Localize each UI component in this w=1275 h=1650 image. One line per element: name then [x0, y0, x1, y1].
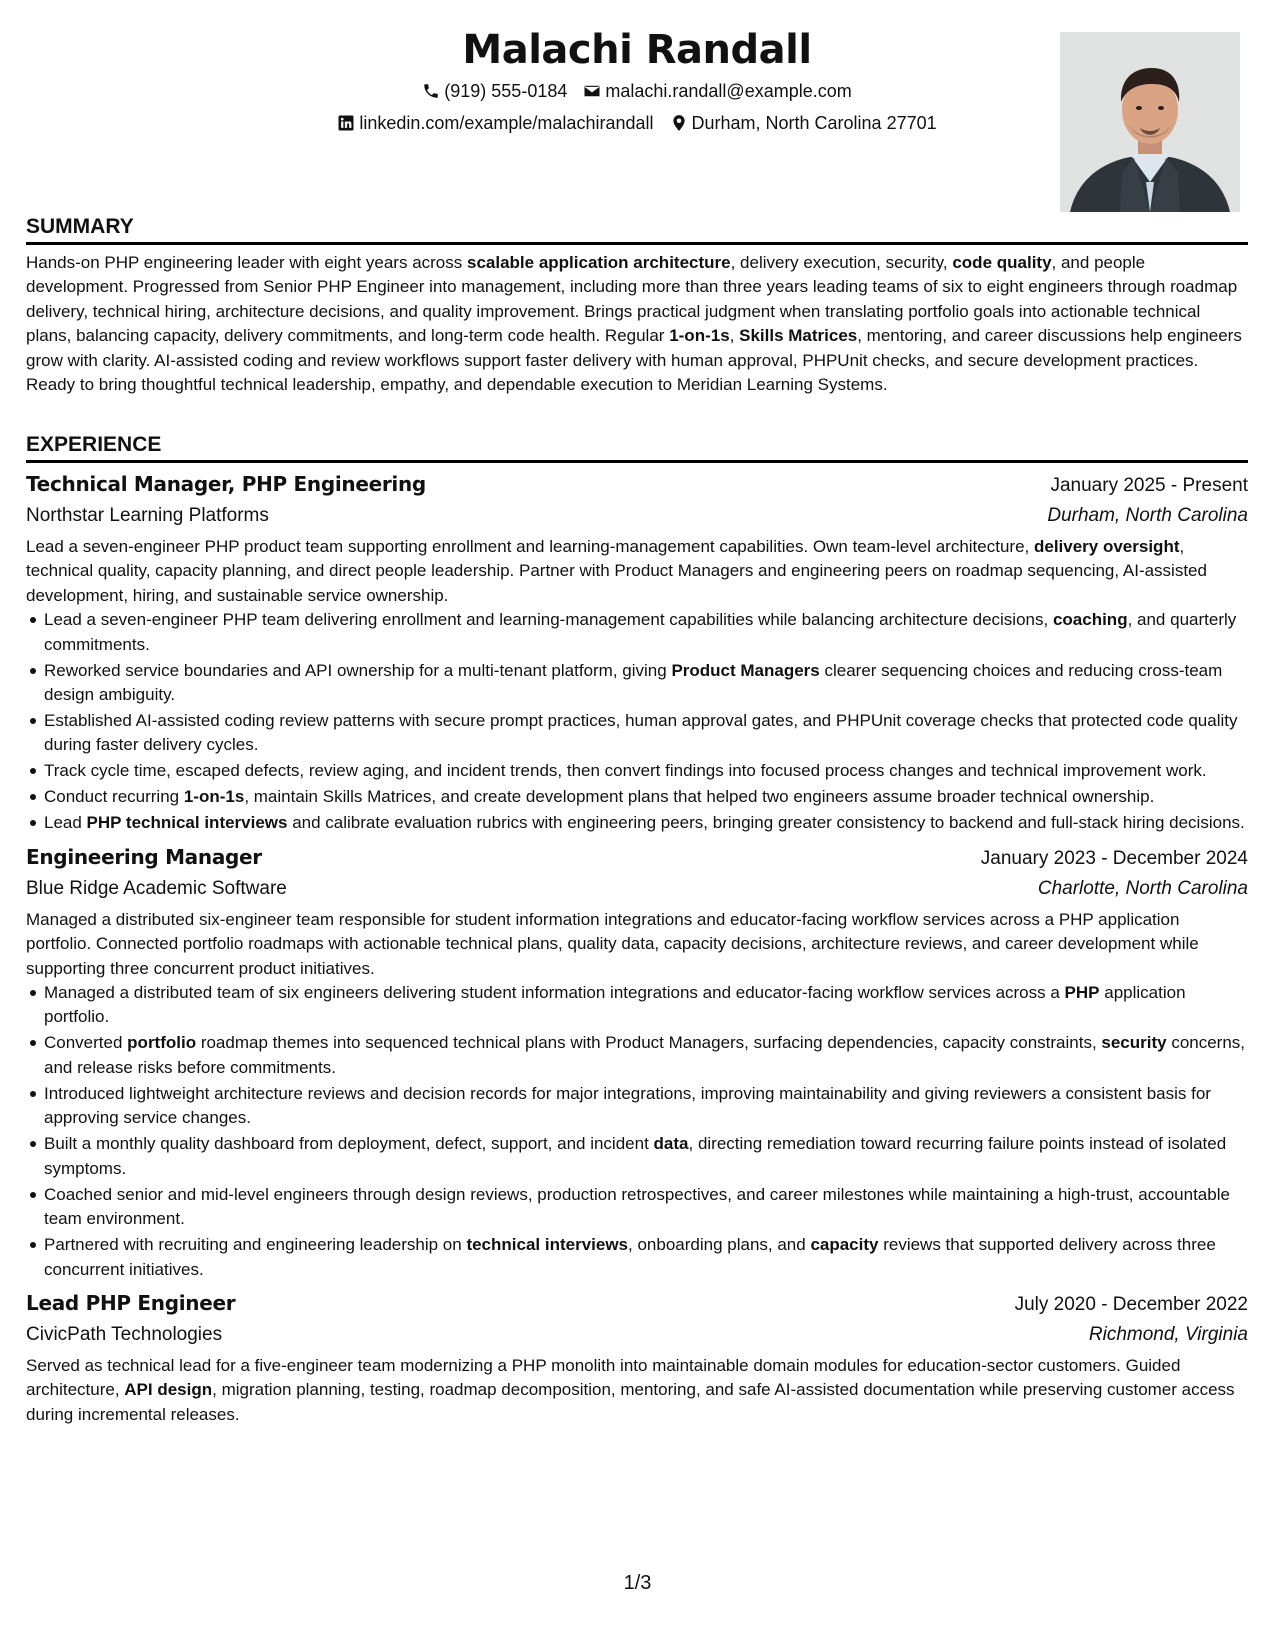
phone-icon: [422, 82, 440, 100]
emphasis-text: 1-on-1s: [183, 787, 245, 807]
body-text: Lead: [44, 813, 87, 833]
summary-section: [26, 214, 1248, 397]
job-title: Technical Manager, PHP Engineering: [26, 472, 426, 496]
emphasis-text: data: [653, 1134, 689, 1154]
bullet-item: [44, 1183, 1248, 1232]
bullet-item: [44, 785, 1248, 809]
linkedin-icon: [337, 114, 355, 132]
body-text: , maintain Skills Matrices, and create development plans that helped two engineers assume broader technical ownership.: [244, 787, 1155, 807]
emphasis-text: capacity: [810, 1235, 879, 1255]
body-text: Track cycle time, escaped defects, review aging, and incident trends, then convert findings into focused process changes and technical improvement work.: [44, 761, 1207, 781]
job-company: Northstar Learning Platforms: [26, 505, 269, 526]
emphasis-text: PHP technical interviews: [86, 813, 288, 833]
profile-photo: [1060, 32, 1240, 212]
body-text: Established AI-assisted coding review patterns with secure prompt practices, human approval gates, and PHPUnit coverage checks that protected code quality during faster delivery cycles.: [44, 711, 1238, 755]
emphasis-text: portfolio: [127, 1033, 197, 1053]
map-pin-icon: [670, 114, 688, 132]
body-text: ,: [729, 326, 740, 346]
body-text: , and people development. Progressed from Senior PHP Engineer into management, including more than three years leading teams of six to eight engineers through roadmap delivery, technical hiring, architecture decisions, and quality improvement. Brings practical judgment when translating portfolio goals into actionable technical plans, balancing capacity, delivery commitments, and long-term code health. Regular: [26, 253, 1238, 346]
job-dates: July 2020 - December 2022: [1014, 1293, 1248, 1315]
experience-section: [26, 432, 1248, 1427]
bullet-item: [44, 1132, 1248, 1181]
body-text: Lead a seven-engineer PHP product team supporting enrollment and learning-management capabilities. Own team-level architecture,: [26, 537, 1034, 556]
linkedin-url: linkedin.com/example/malachirandall: [359, 113, 654, 133]
bullet-item: [44, 1031, 1248, 1080]
resume-header: [26, 22, 1248, 222]
body-text: , technical quality, capacity planning, and direct people leadership. Partner with Product Managers and engineering peers on roadmap sequencing, AI-assisted development, hiring, and sustainable service ownership.: [26, 537, 1207, 605]
emphasis-text: API design: [124, 1380, 213, 1400]
body-text: , directing remediation toward recurring failure points instead of isolated symptoms.: [44, 1134, 1227, 1178]
emphasis-text: scalable application architecture: [467, 253, 731, 272]
job-dates: January 2023 - December 2024: [980, 847, 1248, 869]
body-text: Partnered with recruiting and engineering leadership on: [44, 1235, 467, 1255]
contact-linkedin: [337, 110, 653, 136]
body-text: reviews that supported delivery across three concurrent initiatives.: [44, 1235, 1216, 1279]
summary-paragraph: [26, 251, 1248, 397]
contact-location: [670, 110, 937, 136]
job-description: [26, 908, 1248, 981]
body-text: Served as technical lead for a five-engineer team modernizing a PHP monolith into maintainable domain modules for education-sector customers. Guided architecture,: [26, 1355, 1181, 1400]
job-description: [26, 535, 1248, 608]
job-company: CivicPath Technologies: [26, 1323, 223, 1345]
emphasis-text: coaching: [1052, 610, 1128, 630]
location-text: Durham, North Carolina 27701: [691, 113, 937, 133]
body-text: application portfolio.: [44, 983, 1186, 1027]
emphasis-text: technical interviews: [466, 1235, 629, 1255]
body-text: clearer sequencing choices and reducing cross-team design ambiguity.: [44, 660, 1223, 705]
body-text: Coached senior and mid-level engineers through design reviews, production retrospectives, and career milestones while maintaining a high-trust, accountable team environment.: [44, 1184, 1230, 1229]
body-text: Introduced lightweight architecture reviews and decision records for major integrations, improving maintainability and giving reviewers a consistent basis for approving service changes.: [44, 1083, 1211, 1128]
portrait-image: [1060, 32, 1240, 212]
job-title: Lead PHP Engineer: [26, 1290, 236, 1315]
bullet-item: [44, 608, 1248, 657]
body-text: and calibrate evaluation rubrics with engineering peers, bringing greater consistency to backend and full-stack hiring decisions.: [287, 813, 1245, 833]
job-entry: [26, 469, 1248, 836]
phone-number: (919) 555-0184: [444, 81, 568, 101]
body-text: Reworked service boundaries and API ownership for a multi-tenant platform, giving: [44, 660, 672, 680]
job-entry: [26, 1288, 1248, 1427]
page-number: 1/3: [623, 1572, 652, 1594]
contact-phone: [422, 78, 567, 104]
bullet-item: [44, 759, 1248, 783]
bullet-item: [44, 1082, 1248, 1131]
bullet-item: [44, 811, 1248, 835]
job-dates: January 2025 - Present: [1050, 475, 1248, 496]
bullet-item: [44, 659, 1248, 708]
body-text: Lead a seven-engineer PHP team delivering enrollment and learning-management capabilities while balancing architecture decisions,: [44, 610, 1053, 630]
body-text: , onboarding plans, and: [628, 1235, 811, 1255]
emphasis-text: 1-on-1s: [669, 326, 730, 346]
emphasis-text: security: [1101, 1033, 1167, 1053]
job-bullets: [26, 981, 1248, 1282]
body-text: , and quarterly commitments.: [44, 610, 1237, 654]
bullet-item: [44, 709, 1248, 758]
job-location: Durham, North Carolina: [1047, 505, 1248, 526]
body-text: roadmap themes into sequenced technical plans with Product Managers, surfacing dependencies, capacity constraints,: [196, 1033, 1102, 1053]
body-text: Hands-on PHP engineering leader with eight years across: [26, 253, 467, 272]
body-text: Converted: [44, 1033, 128, 1053]
bullet-item: [44, 1233, 1248, 1282]
job-entry: [26, 842, 1248, 1282]
bullet-item: [44, 981, 1248, 1030]
emphasis-text: code quality: [952, 253, 1052, 272]
body-text: , delivery execution, security,: [730, 253, 953, 272]
body-text: Built a monthly quality dashboard from deployment, defect, support, and incident: [44, 1134, 654, 1154]
contact-email: [583, 78, 851, 104]
envelope-icon: [583, 82, 601, 100]
body-text: Conduct recurring: [44, 787, 184, 807]
job-location: Richmond, Virginia: [1088, 1323, 1248, 1345]
job-description: [26, 1354, 1248, 1427]
body-text: , mentoring, and career discussions help engineers grow with clarity. AI-assisted coding and review workflows support faster delivery with human approval, PHPUnit checks, and secure development practices. Ready to bring thoughtful technical leadership, empathy, and dependable execution to Meridian Learning Systems.: [26, 326, 1242, 395]
body-text: Managed a distributed team of six engineers delivering student information integrations and educator-facing workflow services across a: [44, 983, 1065, 1003]
experience-heading: EXPERIENCE: [26, 432, 1248, 463]
summary-heading: SUMMARY: [26, 214, 1248, 245]
body-text: concerns, and release risks before commitments.: [44, 1033, 1246, 1077]
body-text: Managed a distributed six-engineer team responsible for student information integrations and educator-facing workflow services across a PHP application portfolio. Connected portfolio roadmaps with actionable technical plans, quality data, capacity decisions, architecture reviews, and career development while supporting three concurrent product initiatives.: [26, 909, 1199, 978]
email-address: malachi.randall@example.com: [605, 81, 852, 101]
job-company: Blue Ridge Academic Software: [26, 877, 287, 899]
emphasis-text: Product Managers: [671, 660, 820, 680]
job-title: Engineering Manager: [26, 844, 262, 869]
emphasis-text: Skills Matrices: [739, 326, 858, 346]
candidate-name: Malachi Randall: [462, 27, 812, 73]
job-location: Charlotte, North Carolina: [1037, 877, 1248, 899]
job-bullets: [26, 608, 1248, 836]
body-text: , migration planning, testing, roadmap decomposition, mentoring, and safe AI-assisted documentation while preserving customer access during incremental releases.: [26, 1380, 1235, 1424]
emphasis-text: PHP: [1064, 983, 1100, 1003]
emphasis-text: delivery oversight: [1033, 537, 1180, 556]
